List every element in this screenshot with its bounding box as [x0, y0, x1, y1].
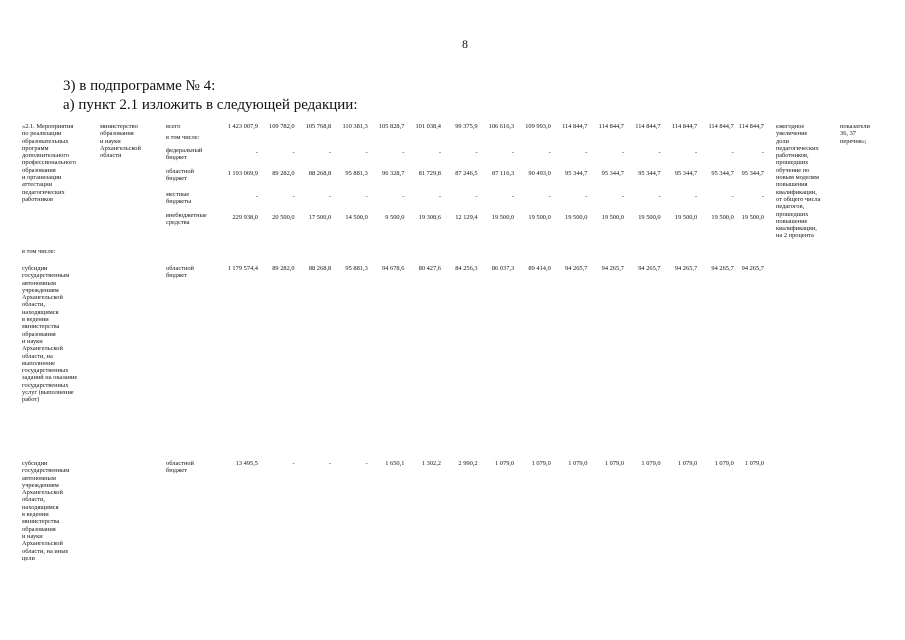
subsidy2-value-7: 2 990,2: [458, 460, 478, 467]
row5-value-3: 17 500,0: [308, 214, 332, 221]
subsidy2-value-3: -: [329, 460, 332, 467]
row3-value-14: 95 344,7: [711, 170, 734, 177]
row4-value-5: -: [402, 193, 405, 200]
row2-value-2: -: [292, 149, 295, 156]
row5-value-4: 14 500,0: [345, 214, 368, 221]
row1-value-9: 109 993,0: [525, 123, 551, 130]
row3-value-13: 95 344,7: [674, 170, 698, 177]
row4-value-13: -: [695, 193, 698, 200]
row-label-total: всего: [166, 123, 181, 130]
subsidy1-value-7: 84 256,3: [455, 265, 478, 272]
row3-value-8: 87 116,3: [492, 170, 515, 177]
row2-value-1: -: [255, 149, 258, 156]
row4-value-11: -: [621, 193, 624, 200]
row4-value-15: -: [761, 193, 764, 200]
row5-value-2: 20 500,0: [272, 214, 295, 221]
row4-value-9: -: [548, 193, 551, 200]
row5-value-5: 9 500,0: [385, 214, 405, 221]
subsidy1-value-1: 1 179 574,4: [227, 265, 258, 272]
row4-value-2: -: [292, 193, 295, 200]
row5-value-7: 12 129,4: [455, 214, 478, 221]
row3-value-3: 88 268,8: [308, 170, 332, 177]
row2-value-6: -: [438, 149, 441, 156]
row5-value-15: 19 500,0: [741, 214, 764, 221]
row1-value-8: 106 616,3: [488, 123, 515, 130]
row4-value-10: -: [585, 193, 588, 200]
row2-value-7: -: [475, 149, 478, 156]
row5-value-10: 19 500,0: [565, 214, 588, 221]
row1-value-6: 101 038,4: [415, 123, 441, 130]
row2-value-10: -: [585, 149, 588, 156]
subsidy2-value-12: 1 079,0: [641, 460, 661, 467]
subsidy-2-source: областной бюджет: [166, 460, 194, 475]
row1-value-13: 114 844,7: [671, 123, 698, 130]
row2-value-11: -: [621, 149, 624, 156]
subsidy2-value-2: -: [292, 460, 295, 467]
row-label-extrabudget: внебюджетные средства: [166, 212, 207, 227]
row5-value-12: 19 500,0: [638, 214, 661, 221]
row5-value-13: 19 500,0: [674, 214, 698, 221]
row2-value-3: -: [329, 149, 332, 156]
row-label-regional: областной бюджет: [166, 168, 194, 183]
subsidy1-value-5: 94 678,6: [382, 265, 405, 272]
heading-line-2: а) пункт 2.1 изложить в следующей редакции:: [63, 97, 358, 113]
row3-value-15: 95 344,7: [741, 170, 764, 177]
row1-value-4: 110 381,3: [342, 123, 368, 130]
subsidy1-value-2: 89 282,0: [272, 265, 295, 272]
page-number: 8: [462, 37, 468, 51]
row5-value-8: 19 500,0: [491, 214, 515, 221]
row2-value-5: -: [402, 149, 405, 156]
row1-value-2: 109 782,0: [269, 123, 295, 130]
row1-value-1: 1 423 007,9: [227, 123, 258, 130]
row1-value-10: 114 844,7: [562, 123, 588, 130]
row1-value-12: 114 844,7: [635, 123, 661, 130]
row1-value-15: 114 844,7: [738, 123, 764, 130]
row2-value-13: -: [695, 149, 698, 156]
subsidy-1-source: областной бюджет: [166, 265, 194, 280]
subsidy-1-label: субсидии государственным автономным учреждениям Архангельской области, находящимся в ведении министерства образования и науки Архангельской области, на выполнение государственных заданий на оказание государственных услуг (выполнение работ): [22, 265, 78, 404]
row2-value-15: -: [761, 149, 764, 156]
subsidy2-value-9: 1 079,0: [531, 460, 551, 467]
row2-value-12: -: [658, 149, 661, 156]
row5-value-14: 19 500,0: [711, 214, 734, 221]
subsidy2-value-8: 1 079,0: [495, 460, 515, 467]
subsidy2-value-6: 1 302,2: [421, 460, 441, 467]
row3-value-12: 95 344,7: [638, 170, 661, 177]
row1-value-14: 114 844,7: [708, 123, 734, 130]
subsidy2-value-11: 1 079,0: [604, 460, 624, 467]
row3-value-2: 89 282,0: [272, 170, 295, 177]
row5-value-6: 19 308,6: [418, 214, 441, 221]
row4-value-6: -: [438, 193, 441, 200]
row3-value-7: 87 246,5: [455, 170, 478, 177]
row2-value-9: -: [548, 149, 551, 156]
row2-value-14: -: [731, 149, 734, 156]
subsidy2-value-1: 13 495,5: [235, 460, 258, 467]
row1-value-3: 105 768,8: [305, 123, 332, 130]
row3-value-5: 96 328,7: [382, 170, 405, 177]
subsidy1-value-4: 95 881,3: [345, 265, 368, 272]
subsidy-2-label: субсидии государственным автономным учреждениям Архангельской области, находящимся в ведении министерства образования и науки Архангельской области, на иные цели: [22, 460, 70, 562]
subsidy2-value-14: 1 079,0: [714, 460, 734, 467]
subsidy1-value-12: 94 265,7: [638, 265, 661, 272]
subsidy1-value-3: 88 268,8: [308, 265, 332, 272]
subsidy1-value-15: 94 265,7: [741, 265, 764, 272]
subsidy2-value-15: 1 079,0: [744, 460, 764, 467]
in-tom-chisle-label: в том числе:: [166, 134, 200, 141]
row3-value-11: 95 344,7: [601, 170, 624, 177]
subsidy1-value-6: 80 427,6: [418, 265, 441, 272]
row3-value-6: 81 729,8: [418, 170, 441, 177]
row5-value-1: 229 938,0: [232, 214, 258, 221]
row4-value-1: -: [255, 193, 258, 200]
row3-value-1: 1 193 069,9: [227, 170, 258, 177]
subsidy1-value-13: 94 265,7: [674, 265, 698, 272]
row4-value-14: -: [731, 193, 734, 200]
row3-value-4: 95 881,3: [345, 170, 368, 177]
row5-value-9: 19 500,0: [528, 214, 551, 221]
row-label-local: местные бюджеты: [166, 191, 192, 206]
subsidy1-value-10: 94 265,7: [565, 265, 588, 272]
subsidy1-value-8: 86 037,3: [491, 265, 515, 272]
row4-value-3: -: [329, 193, 332, 200]
measure-title: «2.1. Мероприятия по реализации образовательных программ дополнительного профессионального образования и организации аттестации педагогических работников: [22, 123, 76, 203]
row3-value-10: 95 344,7: [565, 170, 588, 177]
row3-value-9: 90 493,0: [528, 170, 551, 177]
in-tom-chisle-left: в том числе:: [22, 248, 56, 255]
subsidy1-value-11: 94 265,7: [601, 265, 624, 272]
row4-value-12: -: [658, 193, 661, 200]
row1-value-7: 99 375,9: [455, 123, 478, 130]
subsidy1-value-14: 94 265,7: [711, 265, 734, 272]
row1-value-11: 114 844,7: [598, 123, 624, 130]
row-label-federal: федеральный бюджет: [166, 147, 203, 162]
row1-value-5: 105 828,7: [378, 123, 405, 130]
responsible-executor: министерство образования и науки Архангельской области: [100, 123, 141, 160]
row2-value-4: -: [365, 149, 368, 156]
subsidy2-value-5: 1 650,1: [385, 460, 405, 467]
heading-line-1: 3) в подпрограмме № 4:: [63, 78, 216, 94]
subsidy2-value-13: 1 079,0: [678, 460, 698, 467]
indicators-ref: показатели 36, 37 перечня»;: [840, 123, 870, 145]
row2-value-8: -: [512, 149, 515, 156]
expected-result: ежегодное увеличение доли педагогических работников, прошедших обучение по новым моделям повышения квалификации, от общего числа педагогов, прошедших повышение квалификации, на 2 процента: [776, 123, 821, 240]
row4-value-8: -: [512, 193, 515, 200]
subsidy2-value-4: -: [365, 460, 368, 467]
row4-value-4: -: [365, 193, 368, 200]
row5-value-11: 19 500,0: [601, 214, 624, 221]
row4-value-7: -: [475, 193, 478, 200]
subsidy1-value-9: 89 414,0: [528, 265, 551, 272]
subsidy2-value-10: 1 079,0: [568, 460, 588, 467]
